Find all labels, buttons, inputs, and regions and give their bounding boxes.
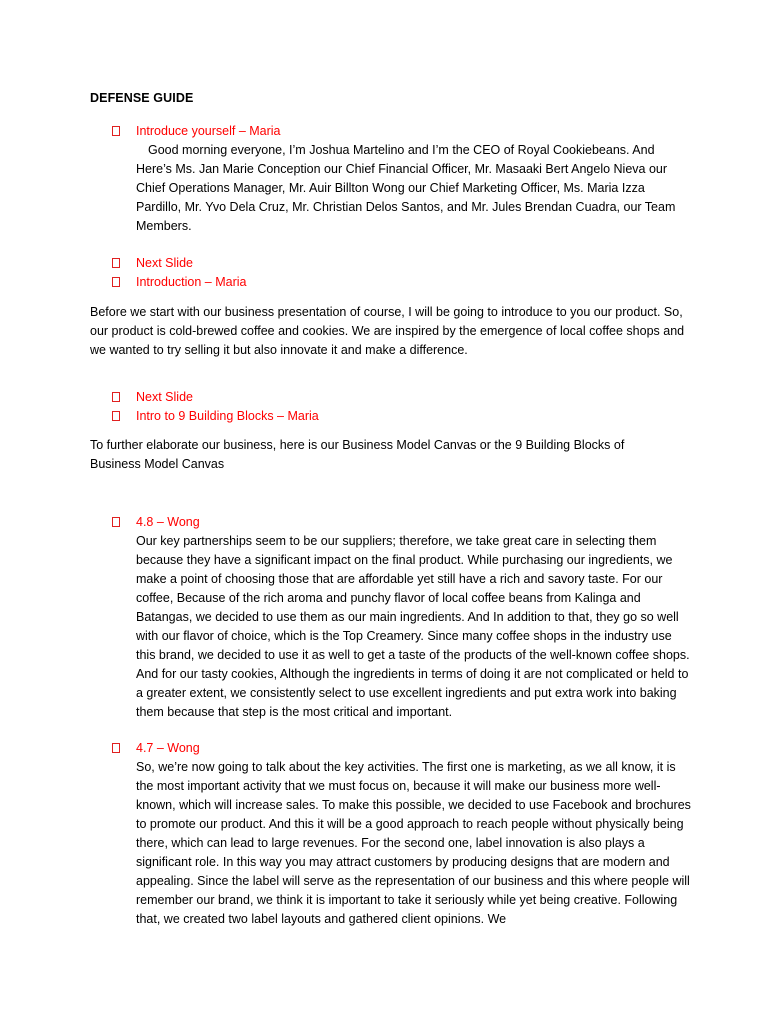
- bullet-heading: 4.8 – Wong: [136, 515, 200, 529]
- bullet-heading: Next Slide: [136, 256, 193, 270]
- box-bullet-icon: [112, 126, 120, 136]
- box-bullet-icon: [112, 743, 120, 753]
- bullet-heading: Intro to 9 Building Blocks – Maria: [136, 409, 319, 423]
- paragraph-key-activities: So, we’re now going to talk about the key activities. The first one is marketing, as we all know, it is the most important activity that we must focus on, because it will make our business more well-known, which will increase sales. To make this possible, we decided to use Facebook and brochures to promote our product. And this it will be a good approach to reach people without physically being there, which can lead to large revenues. For the second one, label innovation is also plays a significant role. In this way you may attract customers by producing designs that are modern and appealing. Since the label will serve as the representation of our business and this where people will remember our brand, we think it is important to take it seriously while yet being creative. Following that, we created two label layouts and gathered client opinions. We: [136, 760, 691, 926]
- box-bullet-icon: [112, 258, 120, 268]
- paragraph-introduction: Before we start with our business presentation of course, I will be going to introduce to you our product. So, our product is cold-brewed coffee and cookies. We are inspired by the emergence of local coffee shops and we wanted to try selling it but also innovate it and make a difference.: [90, 305, 685, 357]
- paragraph-building-blocks: To further elaborate our business, here is our Business Model Canvas or the 9 Building Blocks of Business Model Canvas: [90, 438, 625, 471]
- box-bullet-icon: [112, 517, 120, 527]
- paragraph-introduce-yourself: Good morning everyone, I’m Joshua Martelino and I’m the CEO of Royal Cookiebeans. And Here’s Ms. Jan Marie Conception our Chief Financial Officer, Mr. Masaaki Bert Angelo Nieva our Chief Operations Manager, Mr. Auir Billton Wong our Chief Marketing Officer, Ms. Maria Izza Pardillo, Mr. Yvo Dela Cruz, Mr. Christian Delos Santos, and Mr. Jules Brendan Cuadra, our Team Members.: [136, 143, 676, 233]
- box-bullet-icon: [112, 392, 120, 402]
- bullet-heading: Introduce yourself – Maria: [136, 124, 281, 138]
- paragraph-key-partnerships: Our key partnerships seem to be our suppliers; therefore, we take great care in selecting them because they have a significant impact on the final product. While purchasing our ingredients, we make a point of choosing those that are affordable yet still have a rich and savory taste. For our coffee, Because of the rich aroma and punchy flavor of local coffee beans from Kalinga and Batangas, we decided to use them as our main ingredients. And In addition to that, they go so well with our flavor of choice, which is the Top Creamery. Since many coffee shops in the industry use this brand, we decided to use it as well to get a taste of the products of the well-known coffee shops. And for our tasty cookies, Although the ingredients in terms of doing it are not complicated or held to a greater extent, we consistently select to use excellent ingredients and put extra work into baking them because that step is the most critical and important.: [136, 534, 690, 719]
- box-bullet-icon: [112, 277, 120, 287]
- bullet-heading: 4.7 – Wong: [136, 741, 200, 755]
- bullet-heading: Introduction – Maria: [136, 275, 247, 289]
- page-title: DEFENSE GUIDE: [90, 91, 194, 105]
- box-bullet-icon: [112, 411, 120, 421]
- bullet-heading: Next Slide: [136, 390, 193, 404]
